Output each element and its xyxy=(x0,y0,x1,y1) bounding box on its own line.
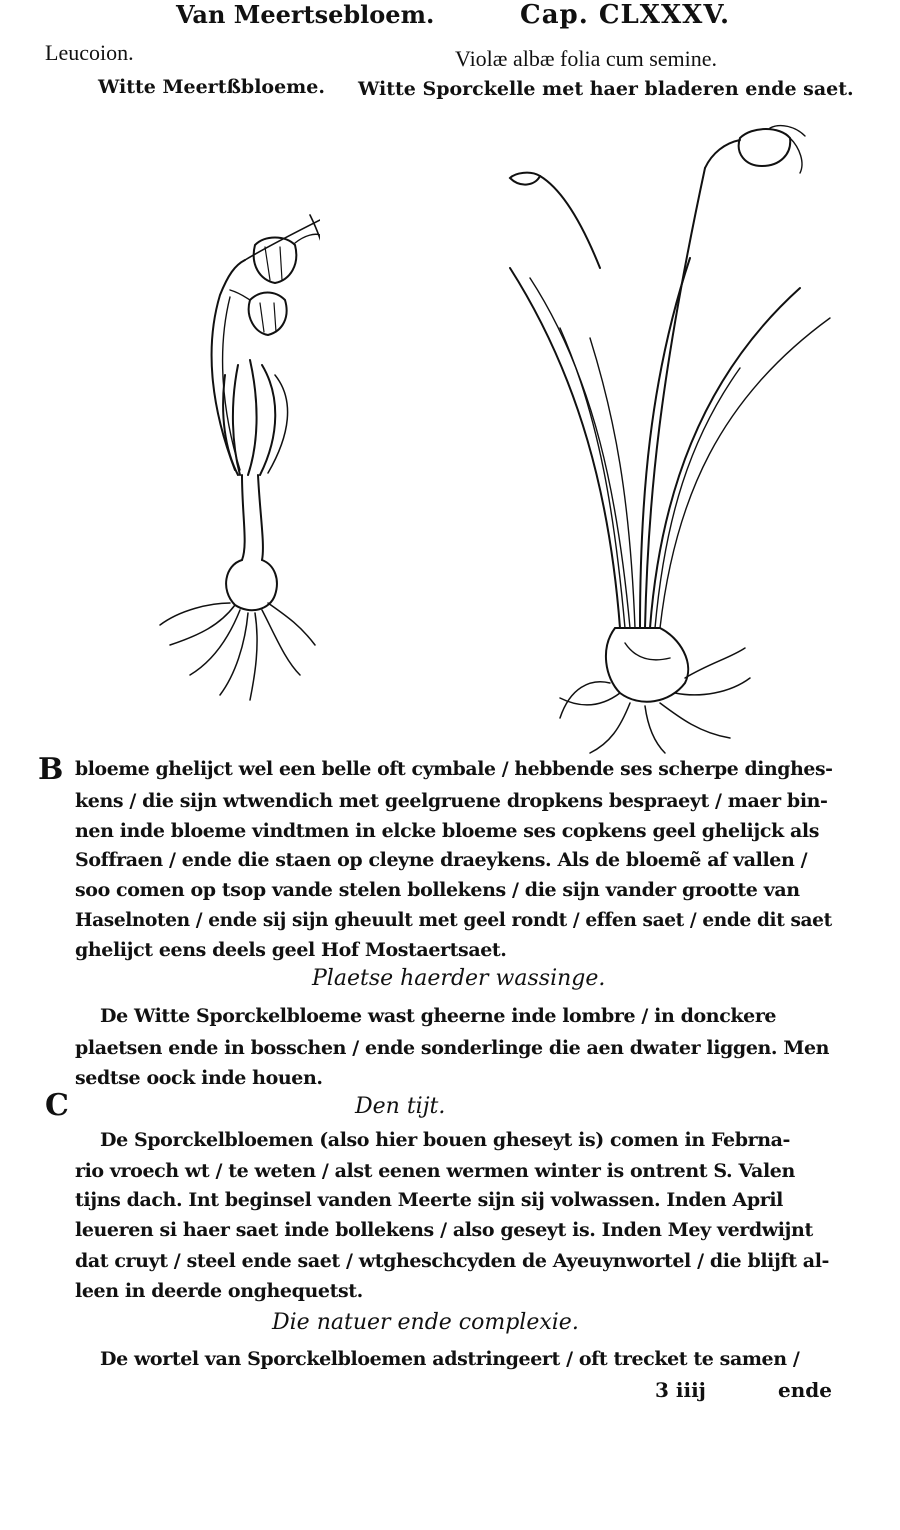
body-line: De wortel van Sporckelbloemen adstringeert / oft trecket te samen / xyxy=(100,1348,800,1370)
page-signature: 3 iiij xyxy=(655,1378,706,1402)
body-line: rio vroech wt / te weten / alst eenen wermen winter is ontrent S. Valen xyxy=(75,1160,795,1182)
body-line: kens / die sijn wtwendich met geelgruene dropkens bespraeyt / maer bin- xyxy=(75,790,828,812)
body-line: bloeme ghelijct wel een belle oft cymbale / hebbende ses scherpe dinghes- xyxy=(75,758,833,780)
right-dutch-caption: Witte Sporckelle met haer bladeren ende saet. xyxy=(358,78,854,100)
leucoion-plant-icon xyxy=(150,205,320,705)
section-initial-c: C xyxy=(45,1088,69,1123)
body-line: sedtse oock inde houen. xyxy=(75,1067,323,1089)
left-latin-caption: Leucoion. xyxy=(45,40,134,65)
section-heading-time: Den tijt. xyxy=(355,1094,446,1119)
chapter-number: Cap. CLXXXV. xyxy=(520,0,730,30)
body-line: ghelijct eens deels geel Hof Mostaertsaet. xyxy=(75,939,507,961)
section-heading-nature: Die natuer ende complexie. xyxy=(272,1310,579,1335)
body-line: leueren si haer saet inde bollekens / also geseyt is. Inden Mey verdwijnt xyxy=(75,1219,813,1241)
body-line: dat cruyt / steel ende saet / wtgheschcyden de Ayeuynwortel / die blijft al- xyxy=(75,1250,830,1272)
running-header-title: Van Meertsebloem. xyxy=(176,0,435,29)
body-line: Haselnoten / ende sij sijn gheuult met geel rondt / effen saet / ende dit saet xyxy=(75,909,832,931)
body-line: plaetsen ende in bosschen / ende sonderlinge die aen dwater liggen. Men xyxy=(75,1037,830,1059)
right-latin-caption: Violæ albæ folia cum semine. xyxy=(455,46,718,71)
body-line: De Witte Sporckelbloeme wast gheerne inde lombre / in donckere xyxy=(100,1005,777,1027)
snowflake-plant-with-leaves-icon xyxy=(500,118,840,758)
body-line: leen in deerde onghequetst. xyxy=(75,1280,363,1302)
body-line: tijns dach. Int beginsel vanden Meerte sijn sij volwassen. Inden April xyxy=(75,1189,783,1211)
body-line: De Sporckelbloemen (also hier bouen gheseyt is) comen in Febrna- xyxy=(100,1129,791,1151)
body-line: Soffraen / ende die staen op cleyne draeykens. Als de bloemẽ af vallen / xyxy=(75,849,808,871)
body-line: nen inde bloeme vindtmen in elcke bloeme ses copkens geel ghelijck als xyxy=(75,820,820,842)
body-line: soo comen op tsop vande stelen bollekens / die sijn vander grootte van xyxy=(75,879,800,901)
section-initial-b: B xyxy=(38,752,64,787)
left-dutch-caption: Witte Meertßbloeme. xyxy=(98,76,325,98)
section-heading-place: Plaetse haerder wassinge. xyxy=(312,966,606,991)
catchword: ende xyxy=(778,1378,832,1402)
